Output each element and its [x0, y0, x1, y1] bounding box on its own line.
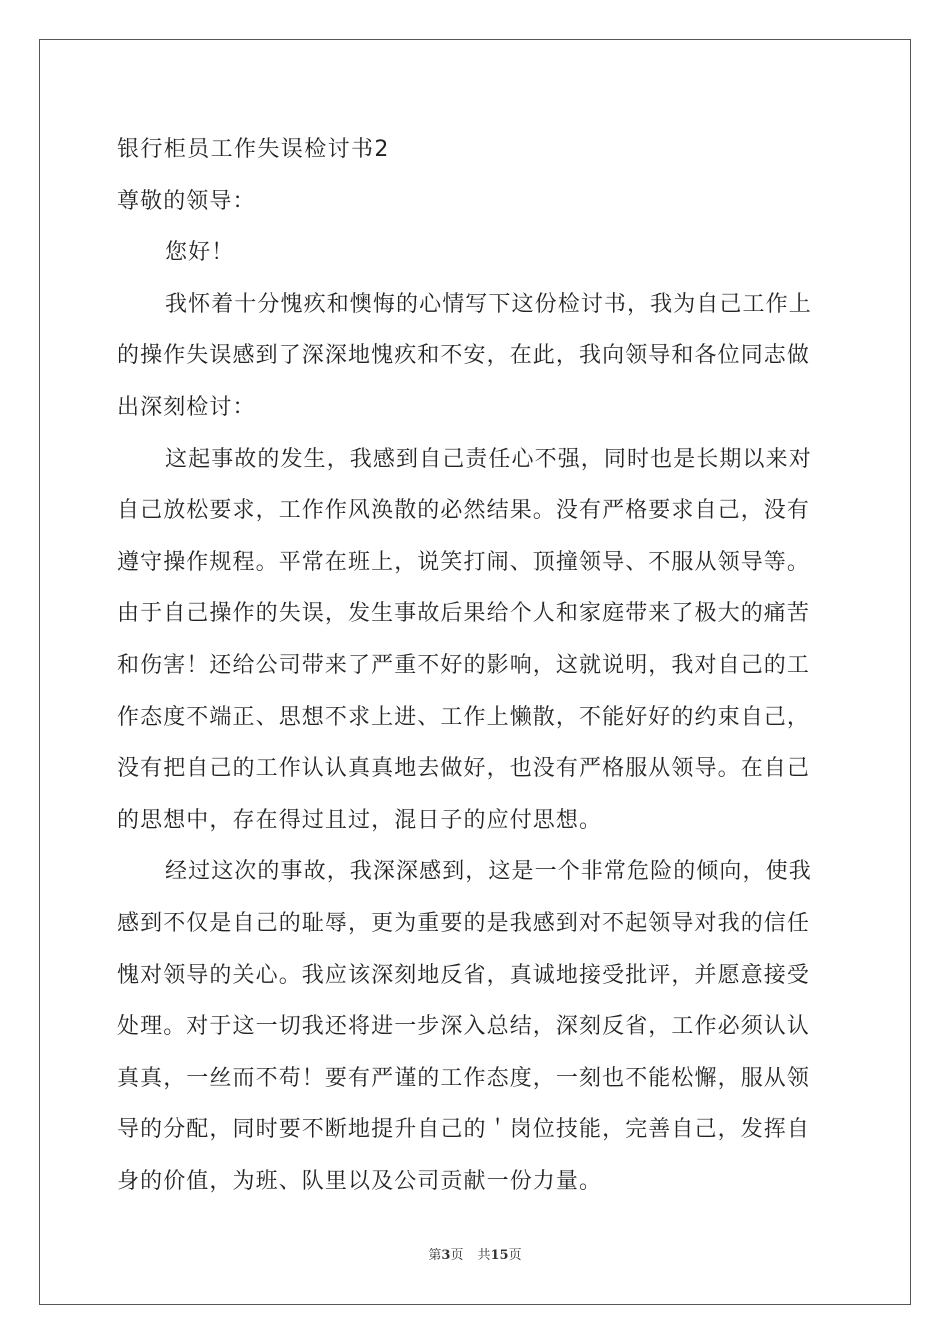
paragraph-line: 经过这次的事故，我深深感到，这是一个非常危险的倾向，使我: [165, 859, 812, 885]
total-prefix: 共: [477, 1248, 491, 1263]
greeting: 您好！: [165, 240, 235, 266]
document-body: [117, 124, 835, 1207]
page-number: 3: [441, 1248, 451, 1263]
paragraph-line: 的操作失误感到了深深地愧疚和不安，在此，我向领导和各位同志做: [117, 343, 811, 369]
total-suffix: 页: [508, 1248, 522, 1263]
paragraph-line: 导的分配，同时要不断地提升自己的＇岗位技能，完善自己，发挥自: [117, 1117, 811, 1143]
salutation: 尊敬的领导：: [117, 188, 256, 214]
paragraph-line: 遵守操作规程。平常在班上，说笑打闹、顶撞领导、不服从领导等。: [117, 549, 811, 575]
paragraph-line: 真真，一丝而不苟！要有严谨的工作态度，一刻也不能松懈，服从领: [117, 1065, 811, 1091]
paragraph-line: 自己放松要求，工作作风涣散的必然结果。没有严格要求自己，没有: [117, 498, 811, 524]
paragraph-line: 愧对领导的关心。我应该深刻地反省，真诚地接受批评，并愿意接受: [117, 962, 811, 988]
page-suffix: 页: [450, 1248, 464, 1263]
paragraph-line: 没有把自己的工作认认真真地去做好，也没有严格服从领导。在自己: [117, 756, 811, 782]
paragraph-line: 身的价值，为班、队里以及公司贡献一份力量。: [117, 1168, 603, 1194]
paragraph-line: 我怀着十分愧疚和懊悔的心情写下这份检讨书，我为自己工作上: [165, 291, 812, 317]
paragraph-line: 处理。对于这一切我还将进一步深入总结，深刻反省，工作必须认认: [117, 1014, 811, 1040]
paragraph-line: 由于自己操作的失误，发生事故后果给个人和家庭带来了极大的痛苦: [117, 601, 811, 627]
paragraph-line: 感到不仅是自己的耻辱，更为重要的是我感到对不起领导对我的信任: [117, 910, 811, 936]
page-footer: [0, 1244, 950, 1263]
paragraph-line: 这起事故的发生，我感到自己责任心不强，同时也是长期以来对: [165, 446, 812, 472]
paragraph-line: 和伤害！还给公司带来了严重不好的影响，这就说明，我对自己的工: [117, 652, 811, 678]
paragraph-line: 作态度不端正、思想不求上进、工作上懒散，不能好好的约束自己，: [117, 704, 811, 730]
document-title: 银行柜员工作失误检讨书2: [117, 137, 390, 162]
paragraph-line: 出深刻检讨：: [117, 394, 256, 420]
paragraph-line: 的思想中，存在得过且过，混日子的应付思想。: [117, 807, 603, 833]
total-pages: 15: [490, 1248, 509, 1263]
page-prefix: 第: [428, 1248, 442, 1263]
